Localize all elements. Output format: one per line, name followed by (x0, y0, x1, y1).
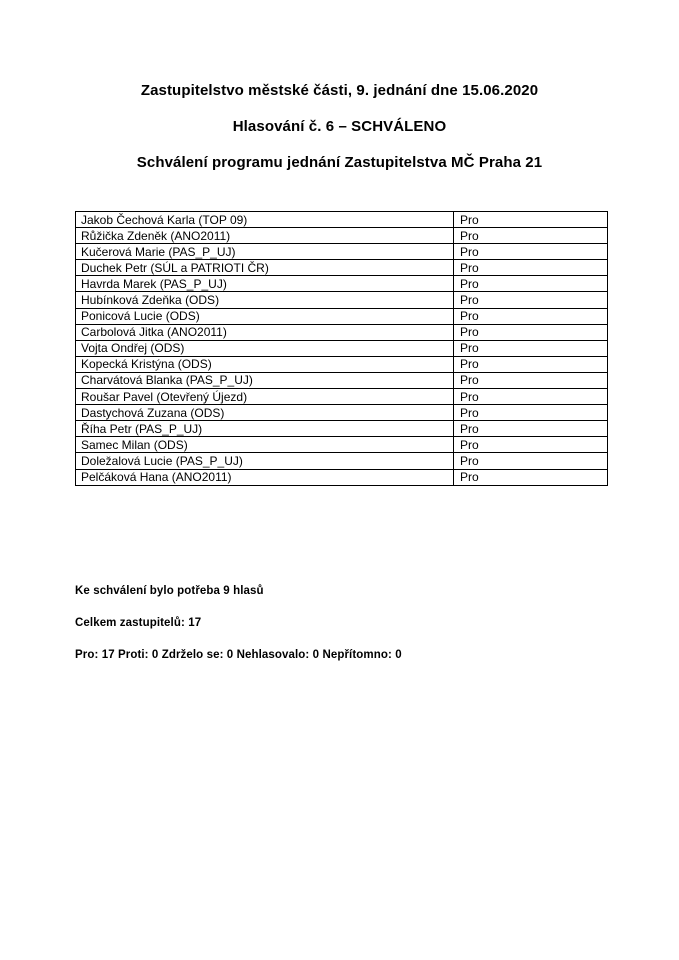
table-row (76, 421, 608, 437)
member-name-cell: Kopecká Kristýna (ODS) (76, 356, 454, 372)
table-row (76, 228, 608, 244)
meeting-title: Zastupitelstvo městské části, 9. jednání dne 15.06.2020 (140, 82, 539, 99)
table-row (76, 453, 608, 469)
document-header (0, 82, 679, 190)
table-row (76, 260, 608, 276)
table-row (76, 308, 608, 324)
table-row (76, 372, 608, 388)
vote-cell: Pro (454, 453, 608, 469)
vote-cell: Pro (454, 421, 608, 437)
vote-cell: Pro (454, 372, 608, 388)
table-row (76, 324, 608, 340)
table-row (76, 292, 608, 308)
member-name-cell: Hubínková Zdeňka (ODS) (76, 292, 454, 308)
member-name-cell: Charvátová Blanka (PAS_P_UJ) (76, 372, 454, 388)
member-name-cell: Carbolová Jitka (ANO2011) (76, 324, 454, 340)
vote-table (75, 211, 608, 486)
table-row (76, 437, 608, 453)
total-members-line: Celkem zastupitelů: 17 (75, 617, 202, 629)
table-row (76, 389, 608, 405)
member-name-cell: Dastychová Zuzana (ODS) (76, 405, 454, 421)
vote-cell: Pro (454, 260, 608, 276)
member-name-cell: Ponicová Lucie (ODS) (76, 308, 454, 324)
member-name-cell: Havrda Marek (PAS_P_UJ) (76, 276, 454, 292)
vote-cell: Pro (454, 389, 608, 405)
table-row (76, 244, 608, 260)
member-name-cell: Jakob Čechová Karla (TOP 09) (76, 212, 454, 228)
member-name-cell: Pelčáková Hana (ANO2011) (76, 469, 454, 485)
member-name-cell: Říha Petr (PAS_P_UJ) (76, 421, 454, 437)
vote-cell: Pro (454, 356, 608, 372)
member-name-cell: Kučerová Marie (PAS_P_UJ) (76, 244, 454, 260)
vote-cell: Pro (454, 292, 608, 308)
member-name-cell: Roušar Pavel (Otevřený Újezd) (76, 389, 454, 405)
vote-cell: Pro (454, 212, 608, 228)
vote-result-title: Hlasování č. 6 – SCHVÁLENO (232, 118, 447, 135)
vote-cell: Pro (454, 469, 608, 485)
vote-cell: Pro (454, 437, 608, 453)
vote-cell: Pro (454, 308, 608, 324)
vote-cell: Pro (454, 276, 608, 292)
required-votes-line: Ke schválení bylo potřeba 9 hlasů (75, 585, 264, 597)
table-row (76, 212, 608, 228)
member-name-cell: Samec Milan (ODS) (76, 437, 454, 453)
vote-cell: Pro (454, 340, 608, 356)
vote-cell: Pro (454, 244, 608, 260)
vote-table-body (76, 212, 608, 486)
results-line: Pro: 17 Proti: 0 Zdrželo se: 0 Nehlasovalo: 0 Nepřítomno: 0 (75, 649, 402, 661)
table-row (76, 405, 608, 421)
table-row (76, 469, 608, 485)
subject-title: Schválení programu jednání Zastupitelstva MČ Praha 21 (136, 154, 543, 171)
vote-cell: Pro (454, 228, 608, 244)
vote-summary (75, 585, 605, 681)
table-row (76, 356, 608, 372)
table-row (76, 276, 608, 292)
member-name-cell: Vojta Ondřej (ODS) (76, 340, 454, 356)
member-name-cell: Duchek Petr (SÚL a PATRIOTI ČR) (76, 260, 454, 276)
table-row (76, 340, 608, 356)
vote-cell: Pro (454, 324, 608, 340)
member-name-cell: Růžička Zdeněk (ANO2011) (76, 228, 454, 244)
member-name-cell: Doležalová Lucie (PAS_P_UJ) (76, 453, 454, 469)
vote-cell: Pro (454, 405, 608, 421)
